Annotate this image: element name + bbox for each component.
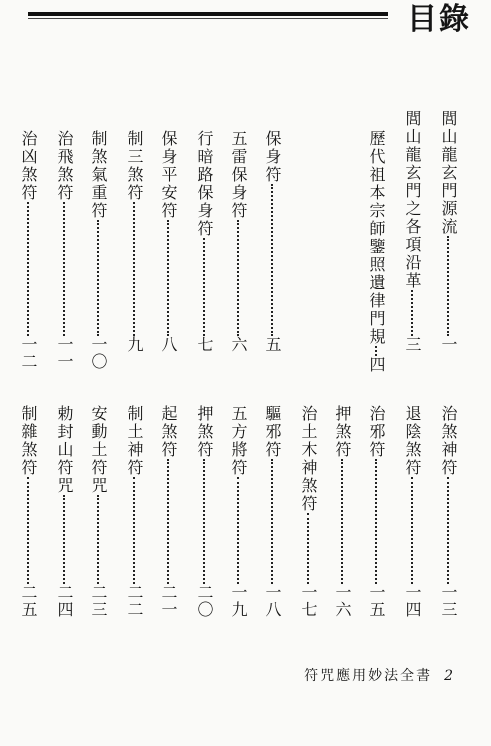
toc-entry-page: 一三 <box>439 584 458 618</box>
toc-leader-dots <box>447 477 449 584</box>
toc-leader-dots <box>411 477 413 584</box>
toc-entry <box>55 405 73 618</box>
toc-leader-dots <box>203 238 205 336</box>
toc-entry-page: 八 <box>159 336 178 353</box>
toc-entry-title: 五雷保身符 <box>229 130 248 220</box>
toc-entry <box>55 130 73 370</box>
footer-book-title: 符咒應用妙法全書 <box>304 668 433 684</box>
toc-entry <box>403 405 421 618</box>
toc-entry-title: 治土木神煞符 <box>299 405 318 513</box>
toc-entry-title: 押煞符 <box>195 405 214 459</box>
toc-entry-title: 押煞符 <box>333 405 352 459</box>
toc-entry-title: 治煞神符 <box>439 405 458 477</box>
toc-leader-dots <box>375 346 377 356</box>
toc-entry <box>439 405 457 618</box>
toc-entry-title: 制土神符 <box>125 405 144 477</box>
toc-entry-title: 制三煞符 <box>125 130 144 202</box>
toc-entry-title: 行暗路保身符 <box>195 130 214 238</box>
toc-entry-page: 七 <box>195 336 214 353</box>
toc-leader-dots <box>27 477 29 584</box>
toc-entry-page: 一二 <box>19 336 38 370</box>
toc-entry <box>89 130 107 370</box>
toc-entry-title: 安動土符咒 <box>89 405 108 495</box>
toc-entry <box>333 405 351 618</box>
toc-entry <box>229 130 247 353</box>
toc-leader-dots <box>63 495 65 584</box>
toc-entry <box>299 405 317 618</box>
toc-entry-page: 一 <box>439 336 458 353</box>
toc-entry-title: 閭山龍玄門之各項沿革 <box>403 110 422 290</box>
toc-entry-page: 一四 <box>403 584 422 618</box>
toc-entry-title: 治邪符 <box>367 405 386 459</box>
toc-entry-page: 五 <box>263 336 282 353</box>
toc-entry-title: 保身符 <box>263 130 282 184</box>
toc-entry-page: 一五 <box>367 584 386 618</box>
toc-leader-dots <box>307 513 309 584</box>
toc-entry-page: 二五 <box>19 584 38 618</box>
toc-entry <box>195 130 213 353</box>
toc-entry-page: 一八 <box>263 584 282 618</box>
toc-entry <box>159 130 177 353</box>
toc-leader-dots <box>63 202 65 336</box>
toc-entry-page: 一九 <box>229 584 248 618</box>
toc-leader-dots <box>447 236 449 336</box>
toc-entry-title: 勅封山符咒 <box>55 405 74 495</box>
toc-entry-page: 一六 <box>333 584 352 618</box>
toc-entry <box>19 405 37 618</box>
toc-entry-page: 九 <box>125 336 144 353</box>
toc-leader-dots <box>167 220 169 336</box>
toc-entry-page: 一七 <box>299 584 318 618</box>
toc-entry-title: 閭山龍玄門源流 <box>439 110 458 236</box>
toc-entry-page: 二二 <box>125 584 144 618</box>
toc-entry <box>367 405 385 618</box>
toc-entry-title: 制煞氣重符 <box>89 130 108 220</box>
toc-entry-title: 治凶煞符 <box>19 130 38 202</box>
toc-entry <box>125 405 143 618</box>
toc-entry-title: 保身平安符 <box>159 130 178 220</box>
toc-entry <box>367 130 385 373</box>
toc-entry <box>263 405 281 618</box>
toc-entry <box>19 130 37 370</box>
footer-page-number: 2 <box>444 668 455 684</box>
toc-entry <box>229 405 247 618</box>
toc-entry <box>89 405 107 618</box>
toc-entry-page: 二三 <box>89 584 108 618</box>
toc-leader-dots <box>133 477 135 584</box>
toc-entry-title: 治飛煞符 <box>55 130 74 202</box>
toc-entry-page: 六 <box>229 336 248 353</box>
toc-leader-dots <box>97 220 99 336</box>
header-rule-thick <box>28 12 388 16</box>
toc-entry-title: 起煞符 <box>159 405 178 459</box>
toc-entry-page: 四 <box>367 356 386 373</box>
toc-leader-dots <box>133 202 135 336</box>
toc-entry-title: 歷代祖本宗師鑒照遺律門規 <box>367 130 386 346</box>
toc-leader-dots <box>375 459 377 584</box>
toc-leader-dots <box>271 459 273 584</box>
toc-leader-dots <box>167 459 169 584</box>
toc-entry <box>125 130 143 353</box>
toc-entry-page: 二〇 <box>195 584 214 618</box>
toc-entry-page: 三 <box>403 336 422 353</box>
toc-leader-dots <box>237 220 239 336</box>
page-title: 目錄 <box>407 2 471 37</box>
toc-entry-page: 二四 <box>55 584 74 618</box>
header-rule-thin <box>28 18 388 19</box>
toc-leader-dots <box>271 184 273 336</box>
toc-entry <box>195 405 213 618</box>
toc-entry-page: 一一 <box>55 336 74 370</box>
footer <box>304 665 455 685</box>
toc-entry <box>439 110 457 353</box>
toc-leader-dots <box>27 202 29 336</box>
toc-entry-page: 二一 <box>159 584 178 618</box>
toc-leader-dots <box>411 290 413 336</box>
toc-entry-title: 五方將符 <box>229 405 248 477</box>
toc-entry <box>403 110 421 353</box>
toc-leader-dots <box>341 459 343 584</box>
toc-entry-page: 一〇 <box>89 336 108 370</box>
toc-leader-dots <box>203 459 205 584</box>
toc-entry <box>159 405 177 618</box>
toc-entry-title: 驅邪符 <box>263 405 282 459</box>
toc-leader-dots <box>237 477 239 584</box>
toc-leader-dots <box>97 495 99 584</box>
toc-entry-title: 制雜煞符 <box>19 405 38 477</box>
toc-entry <box>263 130 281 353</box>
toc-entry-title: 退陰煞符 <box>403 405 422 477</box>
